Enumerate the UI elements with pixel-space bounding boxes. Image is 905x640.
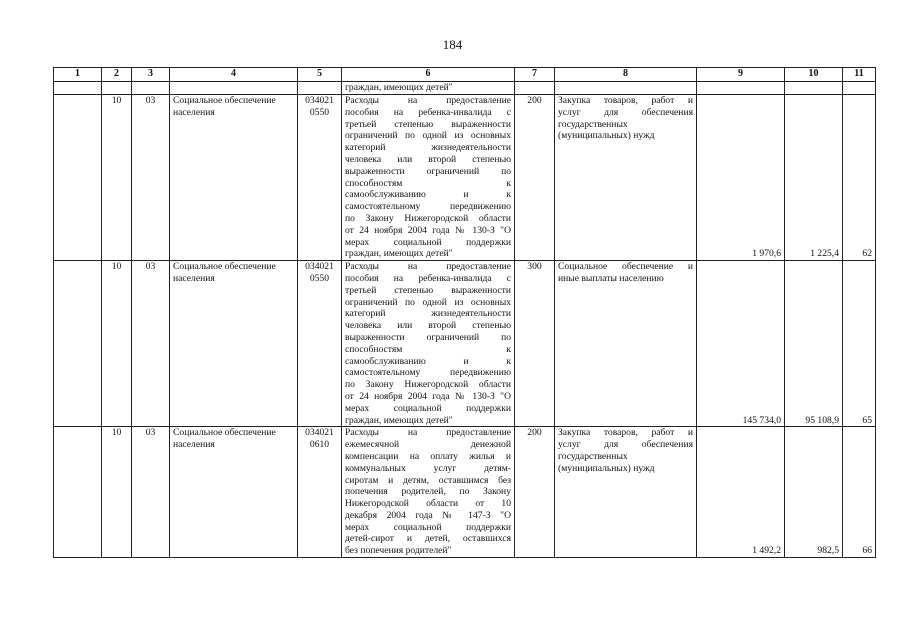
expense-description [342, 427, 515, 558]
section-code: 10 [102, 261, 132, 427]
executed-amount: 1 225,4 [785, 95, 843, 261]
planned-amount: 1 492,2 [697, 427, 785, 558]
expense-type-line: государственных [558, 118, 628, 130]
section-code: 10 [102, 95, 132, 261]
description-line: самостоятельному передвижению [345, 201, 511, 213]
description-line: человека или второй степенью [345, 153, 511, 165]
expense-type-name [555, 427, 697, 558]
planned-amount: 145 734,0 [697, 261, 785, 427]
execution-percent: 65 [843, 261, 876, 427]
expense-type-code: 200 [515, 427, 555, 558]
expense-type-name [555, 95, 697, 261]
header-cell: 11 [843, 68, 876, 82]
expense-description [342, 261, 515, 427]
expense-type-line: Социальное обеспечение и [558, 261, 693, 273]
target-article-code: 034021 0550 [298, 95, 342, 261]
header-cell: 9 [697, 68, 785, 82]
description-line: Расходы на предоставление [345, 427, 511, 439]
expense-type-code: 200 [515, 95, 555, 261]
execution-percent: 62 [843, 95, 876, 261]
header-cell: 1 [54, 68, 102, 82]
description-line: ежемесячной денежной [345, 439, 511, 451]
description-line: коммунальных услуг детям- [345, 462, 511, 474]
subsection-code: 03 [132, 95, 170, 261]
table-row [54, 261, 876, 427]
expense-type-line: иные выплаты населению [558, 272, 664, 284]
description-line: мерах социальной поддержки [345, 236, 511, 248]
table-row [54, 95, 876, 261]
header-cell: 7 [515, 68, 555, 82]
planned-amount: 1 970,6 [697, 95, 785, 261]
description-line: выраженности ограничений по [345, 331, 511, 343]
expense-type-line: государственных [558, 450, 628, 462]
description-line: декабря 2004 года № 147-З "О [345, 509, 511, 521]
header-cell: 8 [555, 68, 697, 82]
expense-type-code: 300 [515, 261, 555, 427]
description-line: Расходы на предоставление [345, 261, 511, 273]
header-row [54, 68, 876, 82]
description-line: без попечения родителей" [345, 545, 452, 557]
description-line: категорий жизнедеятельности [345, 308, 511, 320]
description-line: выраженности ограничений по [345, 165, 511, 177]
expense-type-line: (муниципальных) нужд [558, 462, 655, 474]
description-line: ограничений по одной из основных [345, 296, 511, 308]
expense-type-line: услуг для обеспечения [558, 439, 693, 451]
description-line: граждан, имеющих детей" [345, 248, 453, 260]
expense-type-line: Закупка товаров, работ и [558, 95, 693, 106]
header-cell: 6 [342, 68, 515, 82]
execution-percent: 66 [843, 427, 876, 558]
expense-type-line: Закупка товаров, работ и [558, 427, 693, 439]
description-line: компенсации на оплату жилья и [345, 450, 511, 462]
description-line: самообслуживанию и к [345, 355, 511, 367]
description-line: Расходы на предоставление [345, 95, 511, 106]
executed-amount: 95 108,9 [785, 261, 843, 427]
header-cell: 2 [102, 68, 132, 82]
subsection-name: Социальное обеспечение населения [170, 427, 298, 558]
empty-cell [54, 261, 102, 427]
description-line: пособия на ребенка-инвалида с [345, 106, 511, 118]
description-line: Нижегородской области от 10 [345, 498, 511, 510]
description-line: по Закону Нижегородской области [345, 379, 511, 391]
description-line: самообслуживанию и к [345, 189, 511, 201]
description-line: попечения родителей, по Закону [345, 486, 511, 498]
description-line: мерах социальной поддержки [345, 402, 511, 414]
header-cell: 3 [132, 68, 170, 82]
header-cell: 5 [298, 68, 342, 82]
description-line: способностям к [345, 177, 511, 189]
page-number: 184 [442, 37, 463, 52]
empty-cell [54, 95, 102, 261]
description-line: граждан, имеющих детей" [345, 414, 453, 426]
subsection-code: 03 [132, 261, 170, 427]
subsection-name: Социальное обеспечение населения [170, 261, 298, 427]
expense-description [342, 95, 515, 261]
expense-type-name [555, 261, 697, 427]
expense-type-line: (муниципальных) нужд [558, 130, 655, 142]
section-code: 10 [102, 427, 132, 558]
header-cell: 10 [785, 68, 843, 82]
description-line: способностям к [345, 343, 511, 355]
table-row [54, 427, 876, 558]
target-article-code: 034021 0610 [298, 427, 342, 558]
description-line: мерах социальной поддержки [345, 521, 511, 533]
expense-type-line: услуг для обеспечения [558, 106, 693, 118]
description-line: ограничений по одной из основных [345, 130, 511, 142]
target-article-code: 034021 0550 [298, 261, 342, 427]
description-line: от 24 ноября 2004 года № 130-З "О [345, 224, 511, 236]
subsection-name: Социальное обеспечение населения [170, 95, 298, 261]
executed-amount: 982,5 [785, 427, 843, 558]
description-line: категорий жизнедеятельности [345, 142, 511, 154]
description-line: по Закону Нижегородской области [345, 212, 511, 224]
budget-table [53, 67, 876, 558]
header-cell: 4 [170, 68, 298, 82]
description-line: третьей степенью выраженности [345, 284, 511, 296]
description-line: человека или второй степенью [345, 320, 511, 332]
continuation-row [54, 82, 876, 95]
subsection-code: 03 [132, 427, 170, 558]
description-line: от 24 ноября 2004 года № 130-З "О [345, 390, 511, 402]
description-line: третьей степенью выраженности [345, 118, 511, 130]
empty-cell [54, 427, 102, 558]
description-line: самостоятельному передвижению [345, 367, 511, 379]
description-line: сиротам и детям, оставшимся без [345, 474, 511, 486]
description-line: детей-сирот и детей, оставшихся [345, 533, 511, 545]
description-line: пособия на ребенка-инвалида с [345, 272, 511, 284]
continuation-text: граждан, имеющих детей" [342, 82, 515, 95]
